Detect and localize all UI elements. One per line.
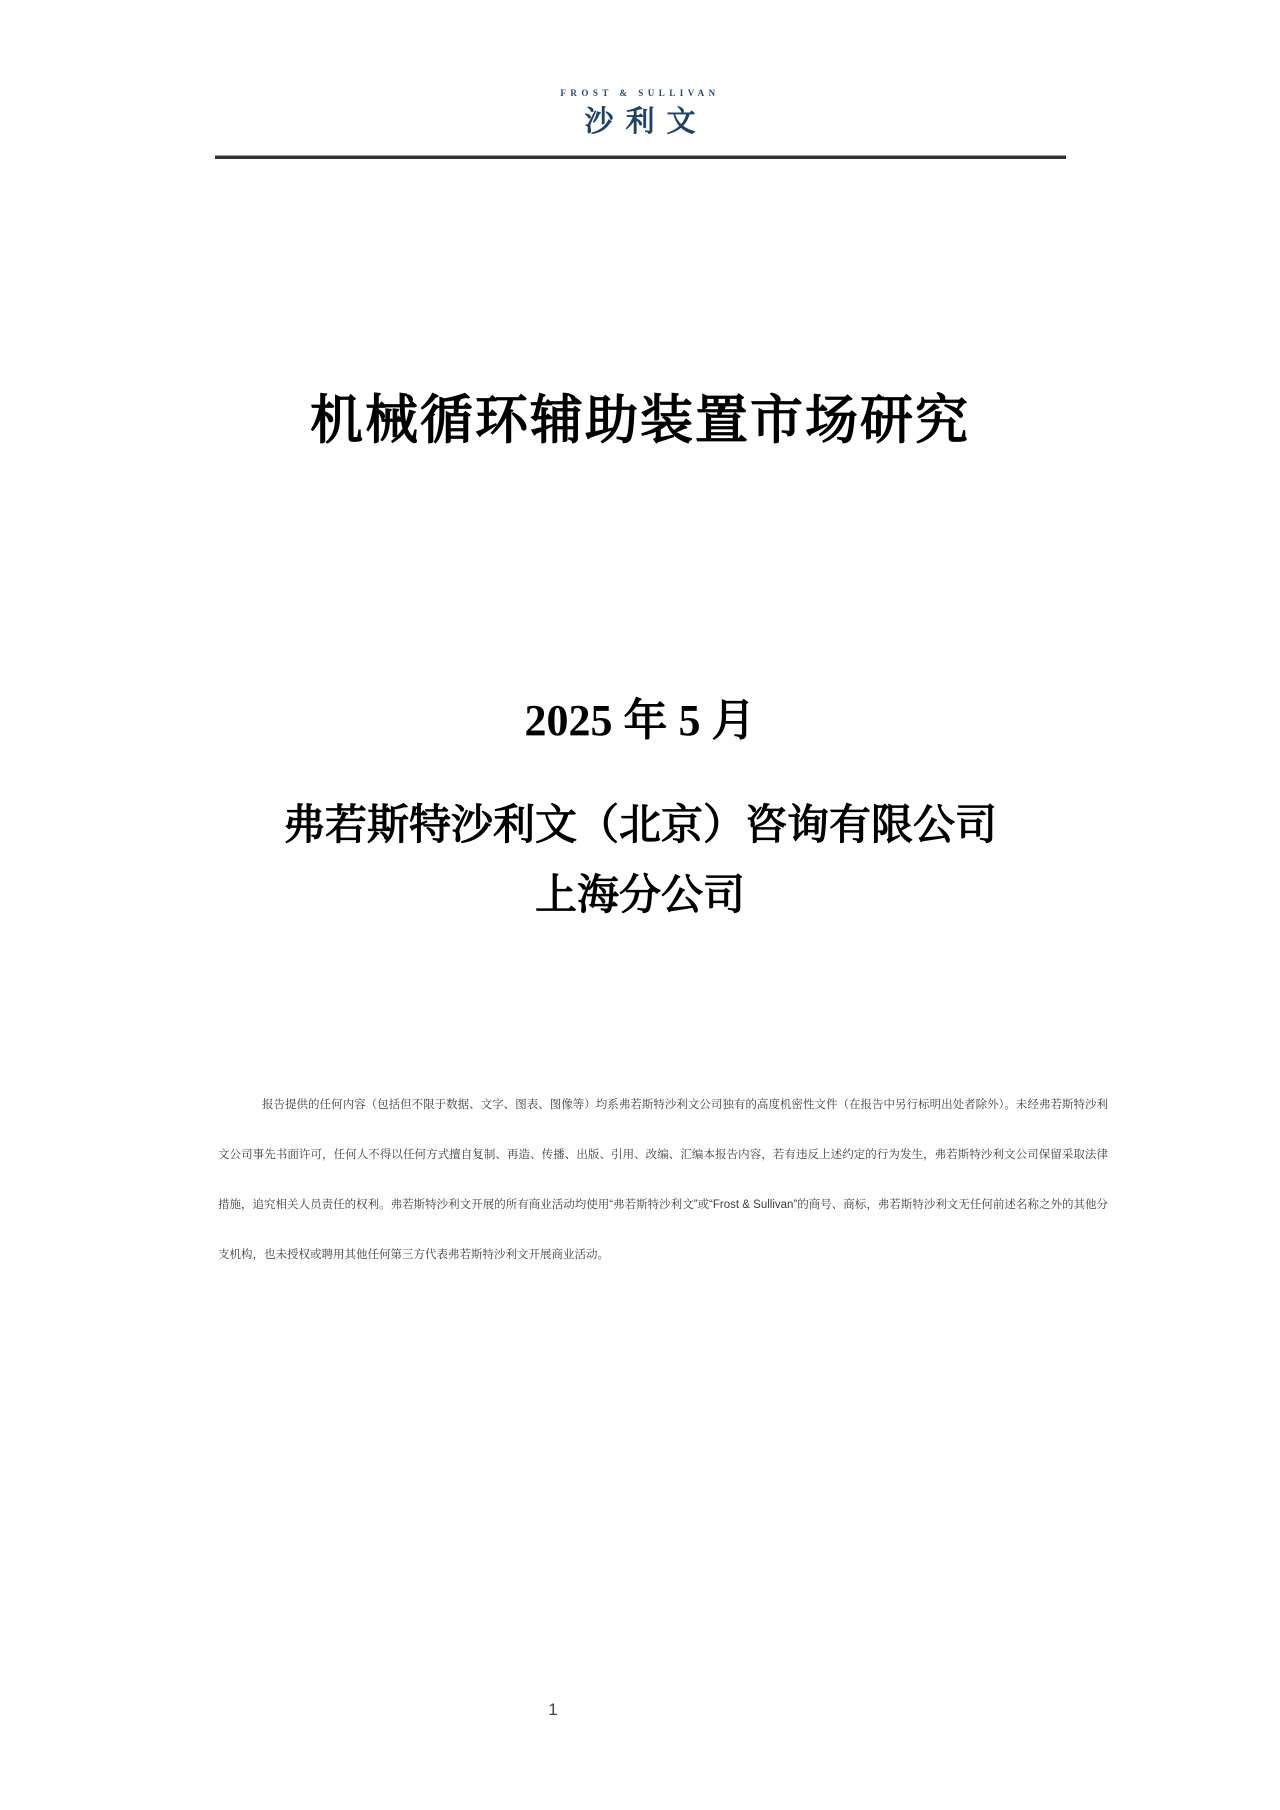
- header-divider-line: [215, 155, 1066, 159]
- company-branch-line: 上海分公司: [534, 873, 745, 919]
- company-name-line: 弗若斯特沙利文（北京）咨询有限公司: [282, 803, 997, 849]
- logo-english-wordmark: FROST & SULLIVAN: [560, 88, 720, 98]
- report-date: 2025 年 5 月: [524, 696, 756, 745]
- frost-sullivan-logo: [0, 88, 1280, 140]
- logo-chinese-wordmark: 沙利文: [584, 106, 708, 138]
- report-title: 机械循环辅助装置市场研究: [310, 392, 970, 450]
- page-number: 1: [548, 1700, 558, 1719]
- confidentiality-disclaimer: 报告提供的任何内容（包括但不限于数据、文字、图表、图像等）均系弗若斯特沙利文公司独有的高度机密性文件（在报告中另行标明出处者除外）。未经弗若斯特沙利文公司事先书面许可，任何人不得以任何方式擅自复制、再造、传播、出版、引用、改编、汇编本报告内容，若有违反上述约定的行为发生，弗若斯特沙利文公司保留采取法律措施，追究相关人员责任的权利。弗若斯特沙利文开展的所有商业活动均使用“弗若斯特沙利文”或“Frost & Sullivan”的商号、商标，弗若斯特沙利文无任何前述名称之外的其他分支机构，也未授权或聘用其他任何第三方代表弗若斯特沙利文开展商业活动。: [218, 1099, 1108, 1261]
